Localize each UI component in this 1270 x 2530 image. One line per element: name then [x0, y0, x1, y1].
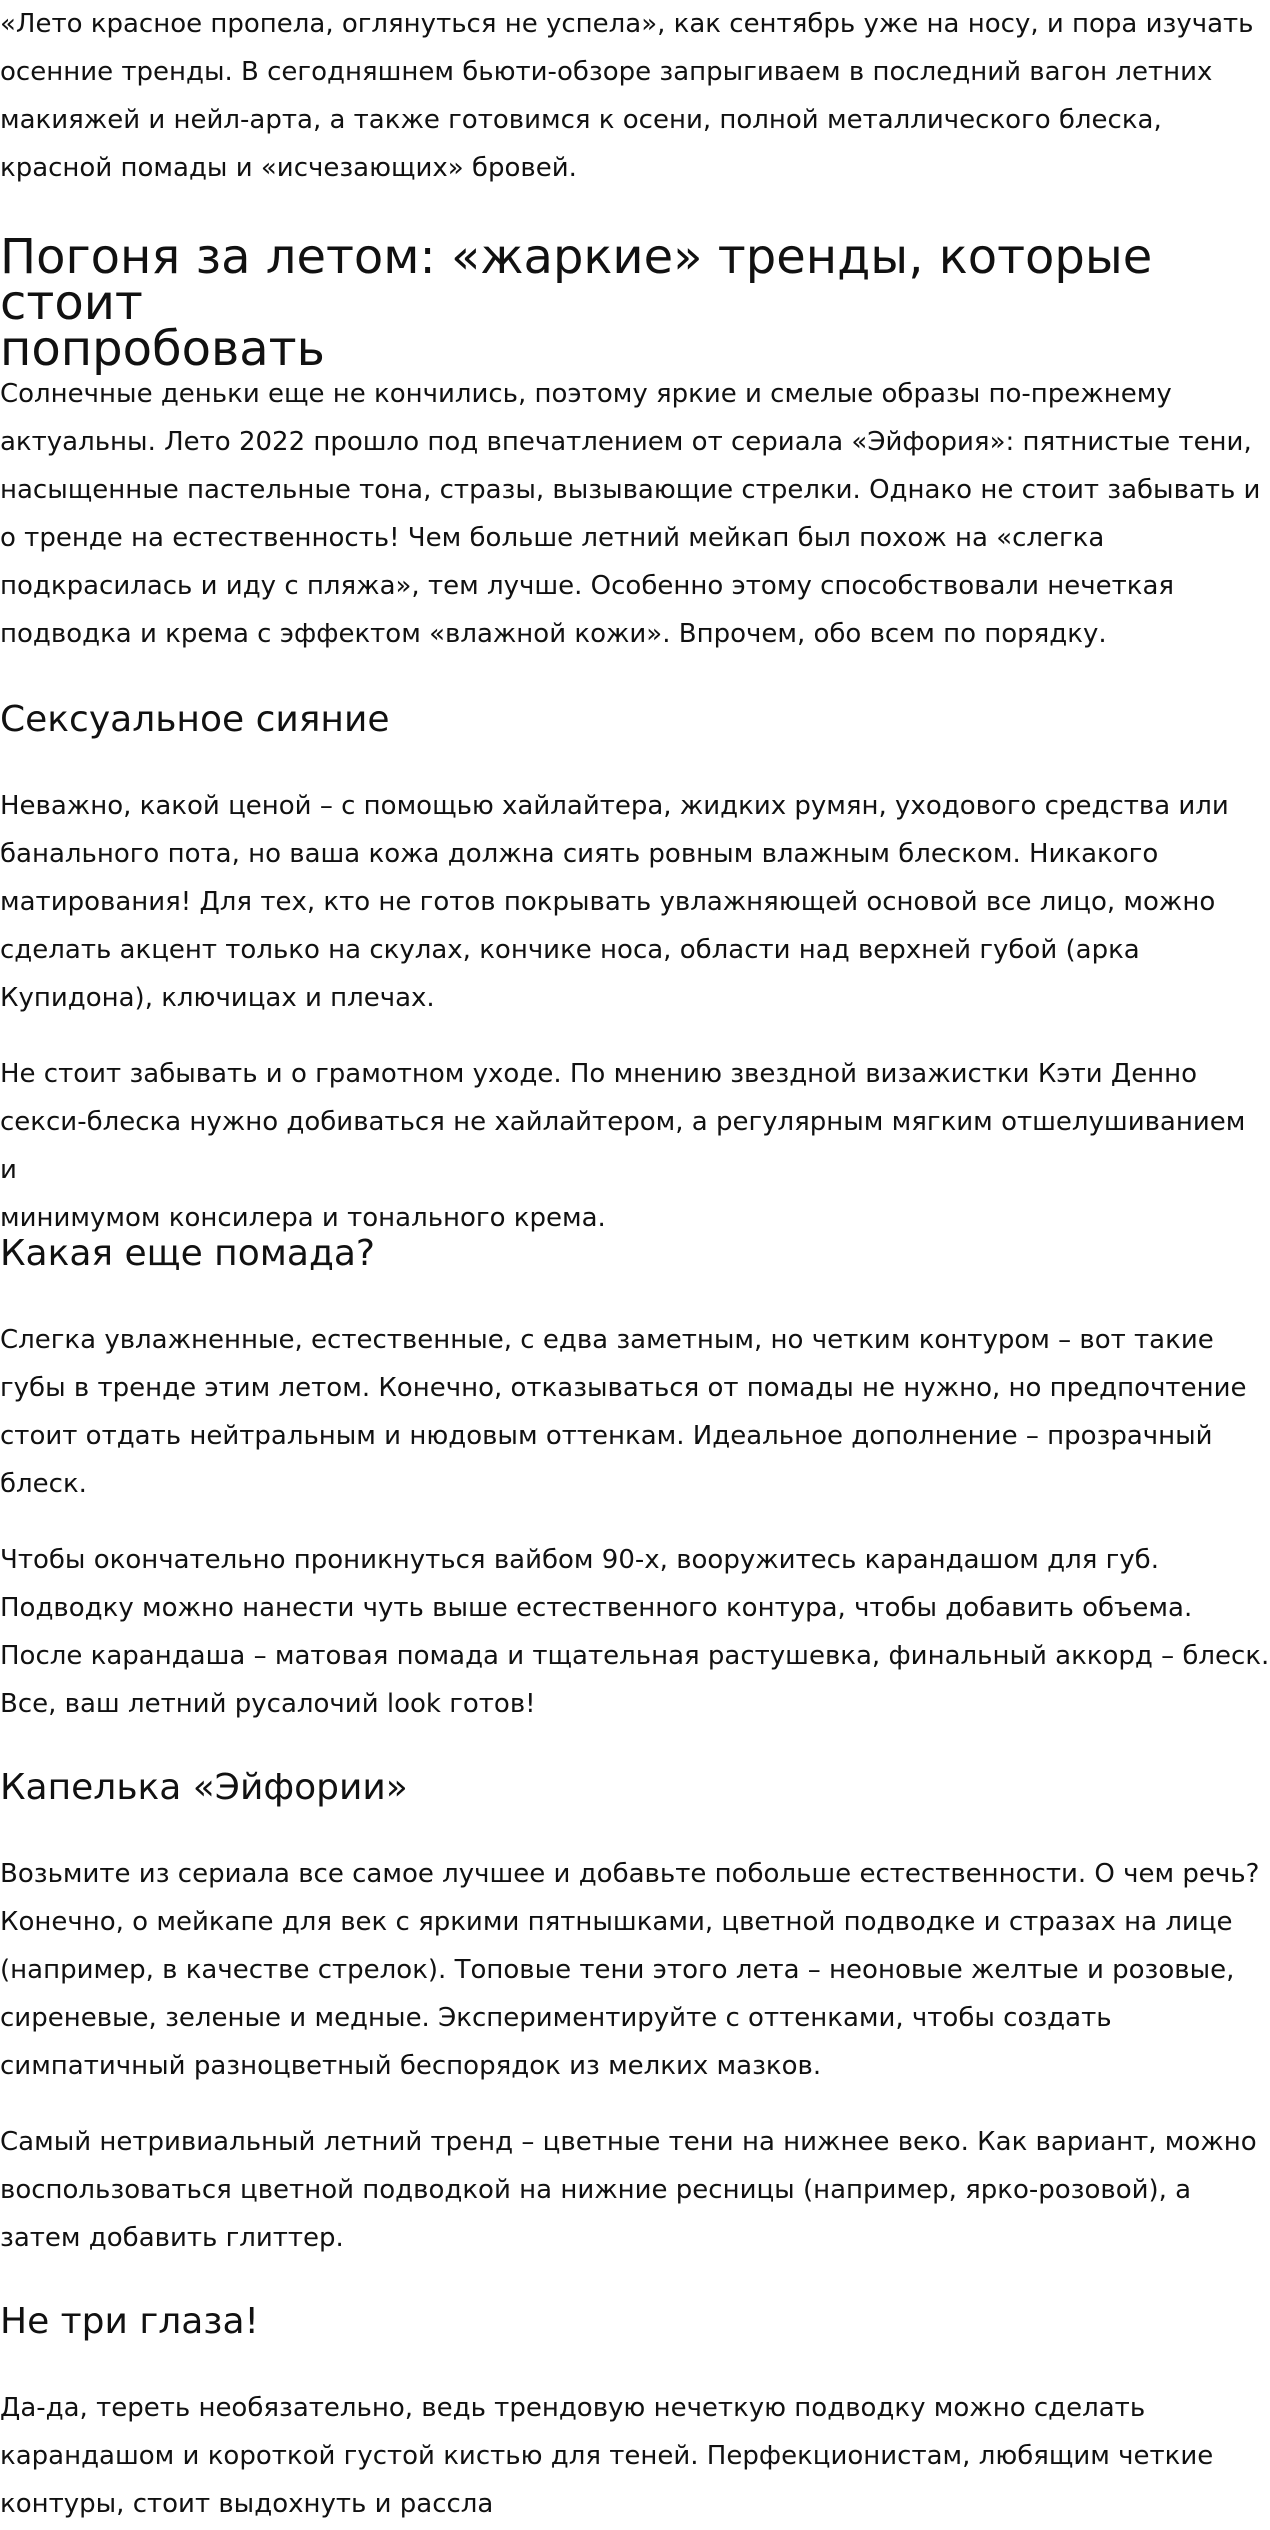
- paragraph-line: Возьмите из сериала все самое лучшее и добавьте побольше естественности. О чем речь?: [0, 1859, 1260, 1889]
- paragraph-line: подкрасилась и иду с пляжа», тем лучше. Особенно этому способствовали нечеткая: [0, 571, 1175, 601]
- paragraph-line: карандашом и короткой густой кистью для теней. Перфекционистам, любящим четкие: [0, 2441, 1214, 2471]
- euphoria-paragraph-2: [0, 2118, 1270, 2262]
- main-heading: [0, 229, 1270, 377]
- section-heading-lips: [0, 1234, 1270, 1274]
- intro-line: осенние тренды. В сегодняшнем бьюти-обзоре запрыгиваем в последний вагон летних: [0, 57, 1213, 87]
- intro-paragraph: [0, 0, 1270, 192]
- paragraph-line: Конечно, о мейкапе для век с яркими пятнышками, цветной подводке и стразах на лице: [0, 1907, 1233, 1937]
- section-heading-glow: [0, 700, 1270, 740]
- paragraph-line: затем добавить глиттер.: [0, 2223, 344, 2253]
- paragraph-line: о тренде на естественность! Чем больше летний мейкап был похож на «слегка: [0, 523, 1105, 553]
- paragraph-line: (например, в качестве стрелок). Топовые тени этого лета – неоновые желтые и розовые,: [0, 1955, 1235, 1985]
- intro-line: «Лето красное пропела, оглянуться не успела», как сентябрь уже на носу, и пора изучать: [0, 9, 1254, 39]
- paragraph-line: Все, ваш летний русалочий look готов!: [0, 1689, 536, 1719]
- glow-paragraph-1: [0, 782, 1270, 1022]
- paragraph-line: После карандаша – матовая помада и тщательная растушевка, финальный аккорд – блеск.: [0, 1641, 1270, 1671]
- paragraph-line: банального пота, но ваша кожа должна сиять ровным влажным блеском. Никакого: [0, 839, 1159, 869]
- section-heading-eyes: [0, 2302, 1270, 2342]
- lips-paragraph-2: [0, 1536, 1270, 1728]
- paragraph-line: стоит отдать нейтральным и нюдовым оттенкам. Идеальное дополнение – прозрачный: [0, 1421, 1213, 1451]
- paragraph-line: Слегка увлажненные, естественные, с едва заметным, но четким контуром – вот такие: [0, 1325, 1214, 1355]
- paragraph-line: Подводку можно нанести чуть выше естественного контура, чтобы добавить объема.: [0, 1593, 1193, 1623]
- paragraph-line: контуры, стоит выдохнуть и рассла: [0, 2489, 494, 2519]
- intro-line: макияжей и нейл-арта, а также готовимся к осени, полной металлического блеска,: [0, 105, 1162, 135]
- paragraph-line: Солнечные деньки еще не кончились, поэтому яркие и смелые образы по-прежнему: [0, 379, 1172, 409]
- intro-line: красной помады и «исчезающих» бровей.: [0, 153, 577, 183]
- paragraph-line: подводка и крема с эффектом «влажной кожи». Впрочем, обо всем по порядку.: [0, 619, 1107, 649]
- paragraph-line: Неважно, какой ценой – с помощью хайлайтера, жидких румян, уходового средства или: [0, 791, 1229, 821]
- paragraph-line: сделать акцент только на скулах, кончике носа, области над верхней губой (арка: [0, 935, 1140, 965]
- paragraph-line: губы в тренде этим летом. Конечно, отказываться от помады не нужно, но предпочтение: [0, 1373, 1247, 1403]
- paragraph-line: Да-да, тереть необязательно, ведь трендовую нечеткую подводку можно сделать: [0, 2393, 1146, 2423]
- lips-paragraph-1: [0, 1316, 1270, 1508]
- main-heading-line: попробовать: [0, 321, 325, 377]
- section-heading: Какая еще помада?: [0, 1233, 376, 1274]
- paragraph-line: симпатичный разноцветный беспорядок из мелких мазков.: [0, 2051, 822, 2081]
- glow-paragraph-2: [0, 1050, 1270, 1242]
- paragraph-line: воспользоваться цветной подводкой на нижние ресницы (например, ярко-розовой), а: [0, 2175, 1192, 2205]
- paragraph-line: Чтобы окончательно проникнуться вайбом 90-х, вооружитесь карандашом для губ.: [0, 1545, 1159, 1575]
- paragraph-line: минимумом консилера и тонального крема.: [0, 1203, 606, 1233]
- paragraph-line: блеск.: [0, 1469, 87, 1499]
- main-heading-line: Погоня за летом: «жаркие» тренды, которые стоит: [0, 229, 1153, 331]
- paragraph-line: Купидона), ключицах и плечах.: [0, 983, 435, 1013]
- paragraph-line: сиреневые, зеленые и медные. Экспериментируйте с оттенками, чтобы создать: [0, 2003, 1112, 2033]
- euphoria-paragraph-1: [0, 1850, 1270, 2090]
- section-heading: Не три глаза!: [0, 2301, 259, 2342]
- eyes-paragraph: [0, 2384, 1270, 2528]
- section-heading: Сексуальное сияние: [0, 699, 390, 740]
- paragraph-line: Не стоит забывать и о грамотном уходе. По мнению звездной визажистки Кэти Денно: [0, 1059, 1198, 1089]
- summer-paragraph: [0, 370, 1270, 658]
- paragraph-line: секси-блеска нужно добиваться не хайлайтером, а регулярным мягким отшелушиванием и: [0, 1107, 1246, 1185]
- paragraph-line: матирования! Для тех, кто не готов покрывать увлажняющей основой все лицо, можно: [0, 887, 1216, 917]
- paragraph-line: актуальны. Лето 2022 прошло под впечатлением от сериала «Эйфория»: пятнистые тени,: [0, 427, 1252, 457]
- paragraph-line: насыщенные пастельные тона, стразы, вызывающие стрелки. Однако не стоит забывать и: [0, 475, 1261, 505]
- paragraph-line: Самый нетривиальный летний тренд – цветные тени на нижнее веко. Как вариант, можно: [0, 2127, 1257, 2157]
- section-heading: Капелька «Эйфории»: [0, 1767, 408, 1808]
- section-heading-euphoria: [0, 1768, 1270, 1808]
